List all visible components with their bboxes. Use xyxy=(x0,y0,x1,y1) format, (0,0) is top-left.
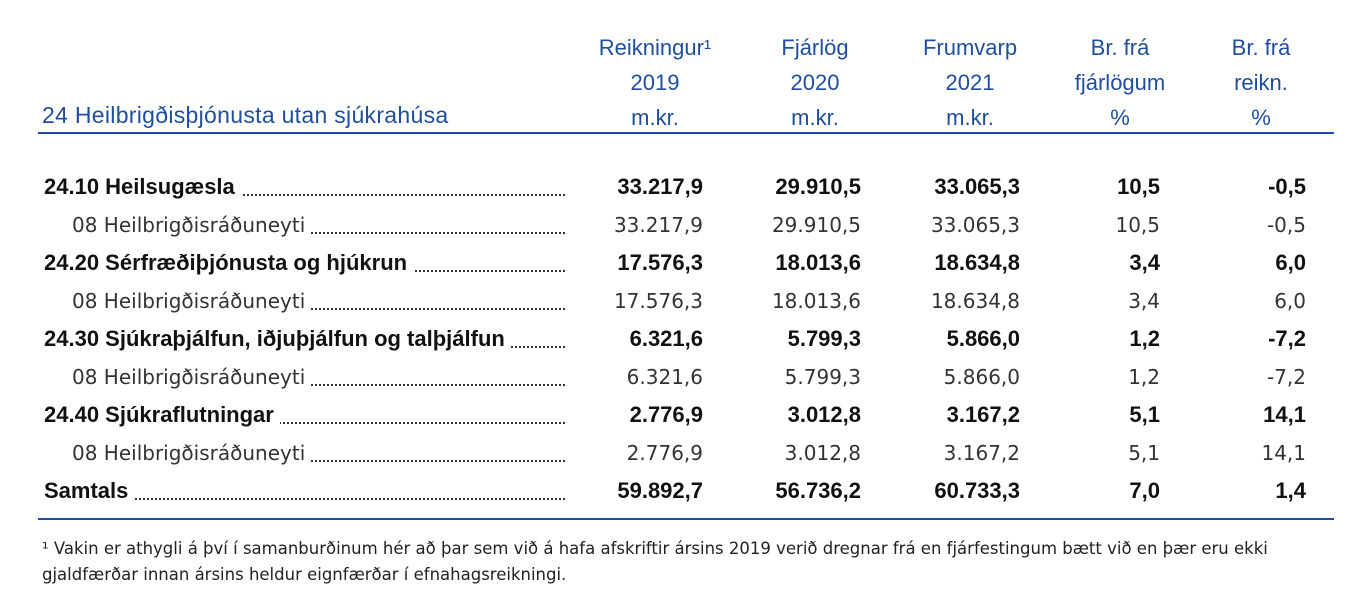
table-row xyxy=(0,244,1366,282)
cell-fjarlog-2020: 18.013,6 xyxy=(771,289,861,313)
row-label: 24.40 Sjúkraflutningar xyxy=(44,396,565,434)
cell-br-reikn: 6,0 xyxy=(1274,289,1306,313)
cell-br-reikn: -0,5 xyxy=(1266,213,1306,237)
cell-br-reikn: -0,5 xyxy=(1268,174,1306,199)
cell-br-reikn: 6,0 xyxy=(1275,250,1306,275)
cell-br-fjarlogum: 10,5 xyxy=(1117,174,1160,199)
table-title: 24 Heilbrigðisþjónusta utan sjúkrahúsa xyxy=(42,102,449,128)
cell-reikningur-2019: 33.217,9 xyxy=(617,174,703,199)
row-label: 24.20 Sérfræðiþjónusta og hjúkrun xyxy=(44,244,565,282)
cell-br-fjarlogum: 10,5 xyxy=(1115,213,1160,237)
column-header-reikningur: Reikningur¹ 2019 m.kr. xyxy=(598,35,712,130)
table-row xyxy=(0,396,1366,434)
cell-frumvarp-2021: 33.065,3 xyxy=(930,213,1020,237)
cell-br-fjarlogum: 1,2 xyxy=(1129,326,1160,351)
cell-fjarlog-2020: 18.013,6 xyxy=(775,250,861,275)
table-row xyxy=(0,434,1366,472)
cell-reikningur-2019: 2.776,9 xyxy=(629,402,703,427)
row-label: 08 Heilbrigðisráðuneyti xyxy=(72,358,565,396)
cell-reikningur-2019: 59.892,7 xyxy=(617,478,703,503)
column-header-fjarlog: Fjárlög 2020 m.kr. xyxy=(781,35,849,130)
cell-reikningur-2019: 17.576,3 xyxy=(613,289,703,313)
cell-frumvarp-2021: 18.634,8 xyxy=(934,250,1020,275)
column-header-br-fjarlogum: Br. frá fjárlögum % xyxy=(1074,35,1166,130)
cell-br-fjarlogum: 3,4 xyxy=(1128,289,1160,313)
cell-fjarlog-2020: 3.012,8 xyxy=(787,402,861,427)
cell-br-reikn: 14,1 xyxy=(1261,441,1306,465)
cell-frumvarp-2021: 3.167,2 xyxy=(943,441,1020,465)
column-header-frumvarp: Frumvarp 2021 m.kr. xyxy=(922,35,1018,130)
table-row-total xyxy=(0,472,1366,510)
cell-fjarlog-2020: 29.910,5 xyxy=(775,174,861,199)
cell-fjarlog-2020: 3.012,8 xyxy=(784,441,861,465)
footnote: ¹ Vakin er athygli á því í samanburðinum hér að þar sem við á hafa afskriftir ársins 2019 verið dregnar frá en fjárfestingum bætt við en þær eru ekki gjaldfærðar innan ársins heldur eignfærðar í efnahagsreikningi. xyxy=(42,539,1268,584)
cell-reikningur-2019: 6.321,6 xyxy=(626,365,703,389)
cell-frumvarp-2021: 5.866,0 xyxy=(946,326,1020,351)
header-divider xyxy=(38,132,1334,134)
cell-frumvarp-2021: 18.634,8 xyxy=(930,289,1020,313)
cell-br-fjarlogum: 5,1 xyxy=(1128,441,1160,465)
row-label: 08 Heilbrigðisráðuneyti xyxy=(72,282,565,320)
row-label: 08 Heilbrigðisráðuneyti xyxy=(72,434,565,472)
cell-fjarlog-2020: 5.799,3 xyxy=(784,365,861,389)
cell-br-reikn: 1,4 xyxy=(1275,478,1306,503)
cell-br-reikn: -7,2 xyxy=(1266,365,1306,389)
table-row xyxy=(0,320,1366,358)
cell-reikningur-2019: 6.321,6 xyxy=(629,326,703,351)
cell-fjarlog-2020: 5.799,3 xyxy=(787,326,861,351)
cell-frumvarp-2021: 5.866,0 xyxy=(943,365,1020,389)
cell-frumvarp-2021: 33.065,3 xyxy=(934,174,1020,199)
footer-divider xyxy=(38,518,1334,520)
table-row xyxy=(0,282,1366,320)
table-row xyxy=(0,358,1366,396)
cell-frumvarp-2021: 60.733,3 xyxy=(934,478,1020,503)
row-label: 24.30 Sjúkraþjálfun, iðjuþjálfun og talþjálfun xyxy=(44,320,565,358)
row-label: 08 Heilbrigðisráðuneyti xyxy=(72,206,565,244)
cell-reikningur-2019: 17.576,3 xyxy=(617,250,703,275)
cell-br-fjarlogum: 7,0 xyxy=(1129,478,1160,503)
row-label: 24.10 Heilsugæsla xyxy=(44,168,565,206)
cell-br-reikn: 14,1 xyxy=(1263,402,1306,427)
cell-br-fjarlogum: 5,1 xyxy=(1129,402,1160,427)
cell-fjarlog-2020: 29.910,5 xyxy=(771,213,861,237)
cell-fjarlog-2020: 56.736,2 xyxy=(775,478,861,503)
column-header-br-reikn: Br. frá reikn. % xyxy=(1231,35,1291,130)
row-label: Samtals xyxy=(44,472,565,510)
cell-br-reikn: -7,2 xyxy=(1268,326,1306,351)
table-row xyxy=(0,168,1366,206)
cell-frumvarp-2021: 3.167,2 xyxy=(946,402,1020,427)
table-header xyxy=(0,30,1366,130)
cell-br-fjarlogum: 1,2 xyxy=(1128,365,1160,389)
cell-br-fjarlogum: 3,4 xyxy=(1129,250,1160,275)
cell-reikningur-2019: 33.217,9 xyxy=(613,213,703,237)
table-row xyxy=(0,206,1366,244)
cell-reikningur-2019: 2.776,9 xyxy=(626,441,703,465)
